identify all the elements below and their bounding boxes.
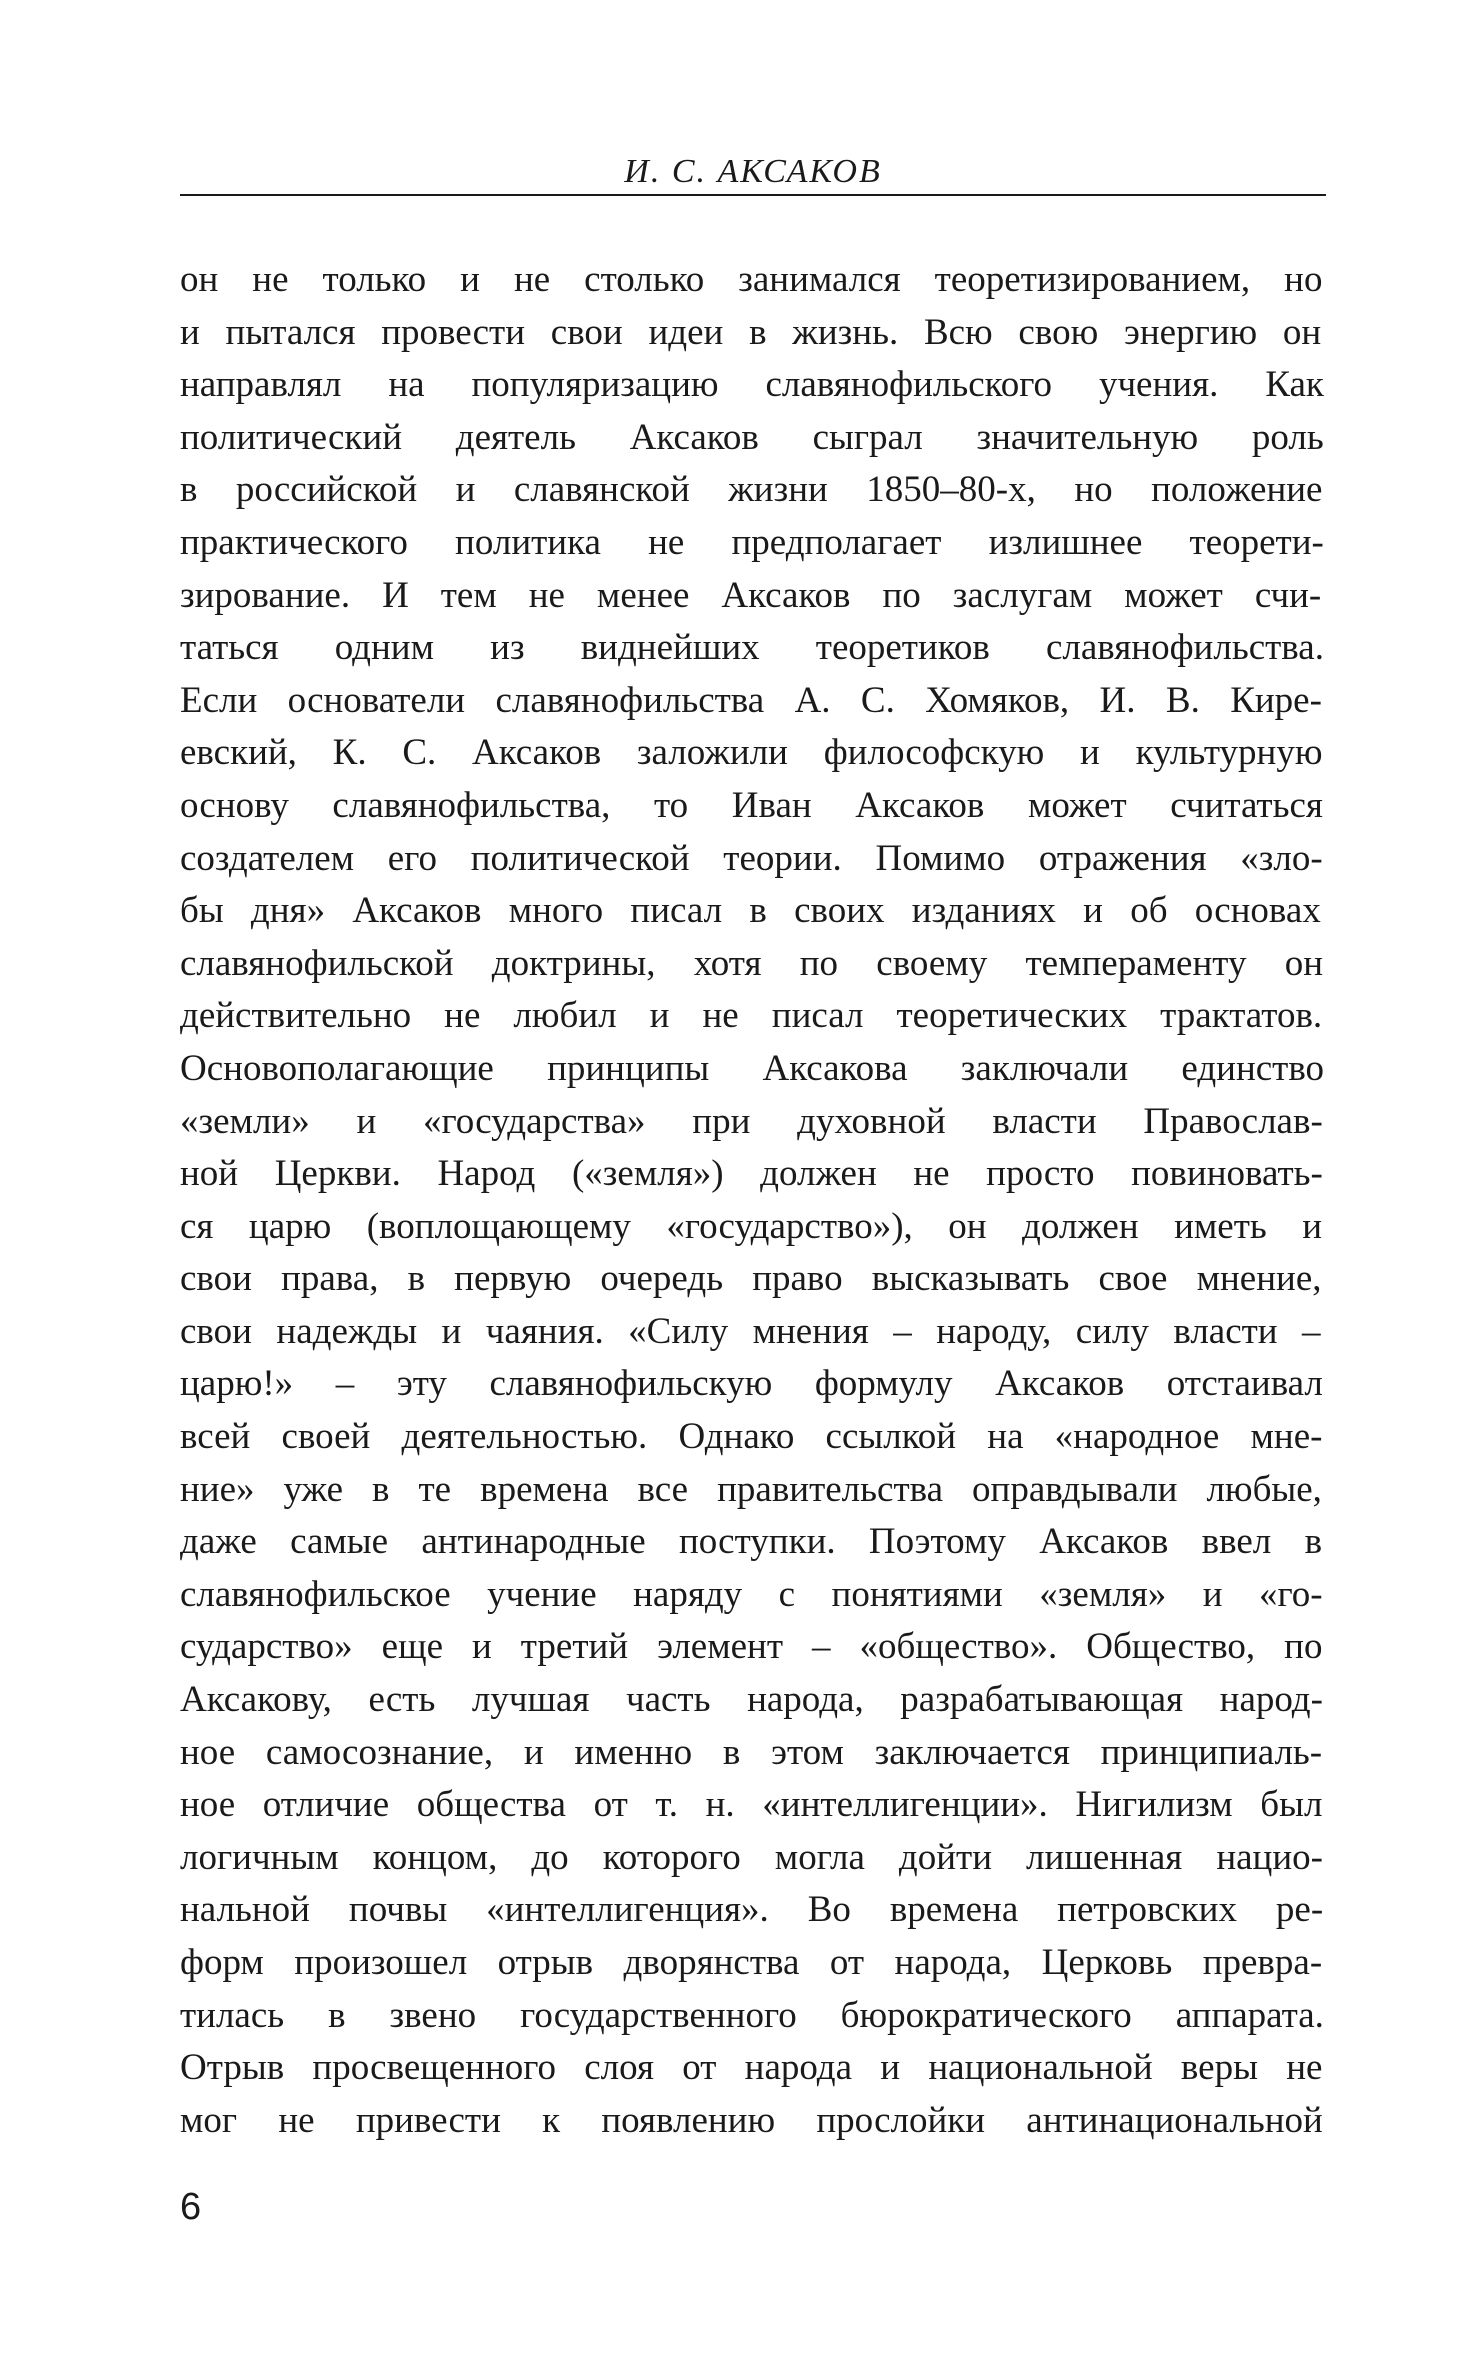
text-line: и пытался провести свои идеи в жизнь. Всю свою энергию он xyxy=(180,311,1322,353)
text-line: направлял на популяризацию славянофильского учения. Как xyxy=(180,364,1324,406)
text-line: «земли» и «государства» при духовной власти Православ- xyxy=(180,1100,1323,1142)
text-line: свои права, в первую очередь право высказывать свое мнение, xyxy=(180,1258,1322,1300)
text-line: действительно не любил и не писал теоретических трактатов. xyxy=(180,995,1323,1037)
text-line: зирование. И тем не менее Аксаков по заслугам может счи- xyxy=(180,574,1322,616)
text-line: ние» уже в те времена все правительства оправдывали любые, xyxy=(180,1468,1322,1510)
running-head: И. С. АКСАКОВ xyxy=(624,153,882,190)
text-line: таться одним из виднейших теоретиков славянофильства. xyxy=(180,627,1324,669)
page-number: 6 xyxy=(180,2186,202,2228)
body-text xyxy=(180,254,1326,2147)
text-line: Основополагающие принципы Аксакова заключали единство xyxy=(180,1047,1325,1089)
text-line: ное отличие общества от т. н. «интеллигенции». Нигилизм был xyxy=(180,1784,1323,1826)
text-line: он не только и не столько занимался теоретизированием, но xyxy=(180,259,1323,300)
text-line: бы дня» Аксаков много писал в своих изданиях и об основах xyxy=(180,890,1321,932)
text-line: основу славянофильства, то Иван Аксаков может считаться xyxy=(180,784,1323,826)
text-line: мог не привести к появлению прослойки антинациональной xyxy=(180,2099,1323,2141)
text-line: славянофильское учение наряду с понятиями «земля» и «го- xyxy=(180,1573,1323,1615)
text-line: политический деятель Аксаков сыграл значительную роль xyxy=(180,416,1324,458)
text-line: Если основатели славянофильства А. С. Хомяков, И. В. Кире- xyxy=(180,679,1322,721)
text-line: ся царю (воплощающему «государство»), он должен иметь и xyxy=(180,1205,1323,1247)
text-line: тилась в звено государственного бюрократического аппарата. xyxy=(180,1994,1324,2036)
text-line: ное самосознание, и именно в этом заключается принципиаль- xyxy=(180,1731,1323,1773)
header-rule xyxy=(180,194,1326,196)
text-line: создателем его политической теории. Помимо отражения «зло- xyxy=(180,837,1323,879)
text-line: в российской и славянской жизни 1850–80-х, но положение xyxy=(180,469,1323,511)
text-line: славянофильской доктрины, хотя по своему темпераменту он xyxy=(180,942,1323,984)
text-line: свои надежды и чаяния. «Силу мнения – народу, силу власти – xyxy=(180,1310,1321,1352)
text-line: ной Церкви. Народ («земля») должен не просто повиновать- xyxy=(180,1153,1323,1195)
text-line: практического политика не предполагает излишнее теорети- xyxy=(180,521,1324,563)
text-line: Отрыв просвещенного слоя от народа и национальной веры не xyxy=(180,2047,1323,2089)
text-line: евский, К. С. Аксаков заложили философскую и культурную xyxy=(180,732,1323,774)
text-line: нальной почвы «интеллигенция». Во времена петровских ре- xyxy=(180,1889,1324,1931)
text-line: царю!» – эту славянофильскую формулу Аксаков отстаивал xyxy=(180,1363,1323,1405)
text-line: сударство» еще и третий элемент – «общество». Общество, по xyxy=(180,1626,1323,1668)
text-line: даже самые антинародные поступки. Поэтому Аксаков ввел в xyxy=(180,1521,1323,1563)
text-line: всей своей деятельностью. Однако ссылкой на «народное мне- xyxy=(180,1416,1323,1458)
text-line: форм произошел отрыв дворянства от народа, Церковь превра- xyxy=(180,1942,1323,1983)
text-line: логичным концом, до которого могла дойти лишенная нацио- xyxy=(180,1836,1323,1878)
text-line: Аксакову, есть лучшая часть народа, разрабатывающая народ- xyxy=(180,1679,1323,1721)
